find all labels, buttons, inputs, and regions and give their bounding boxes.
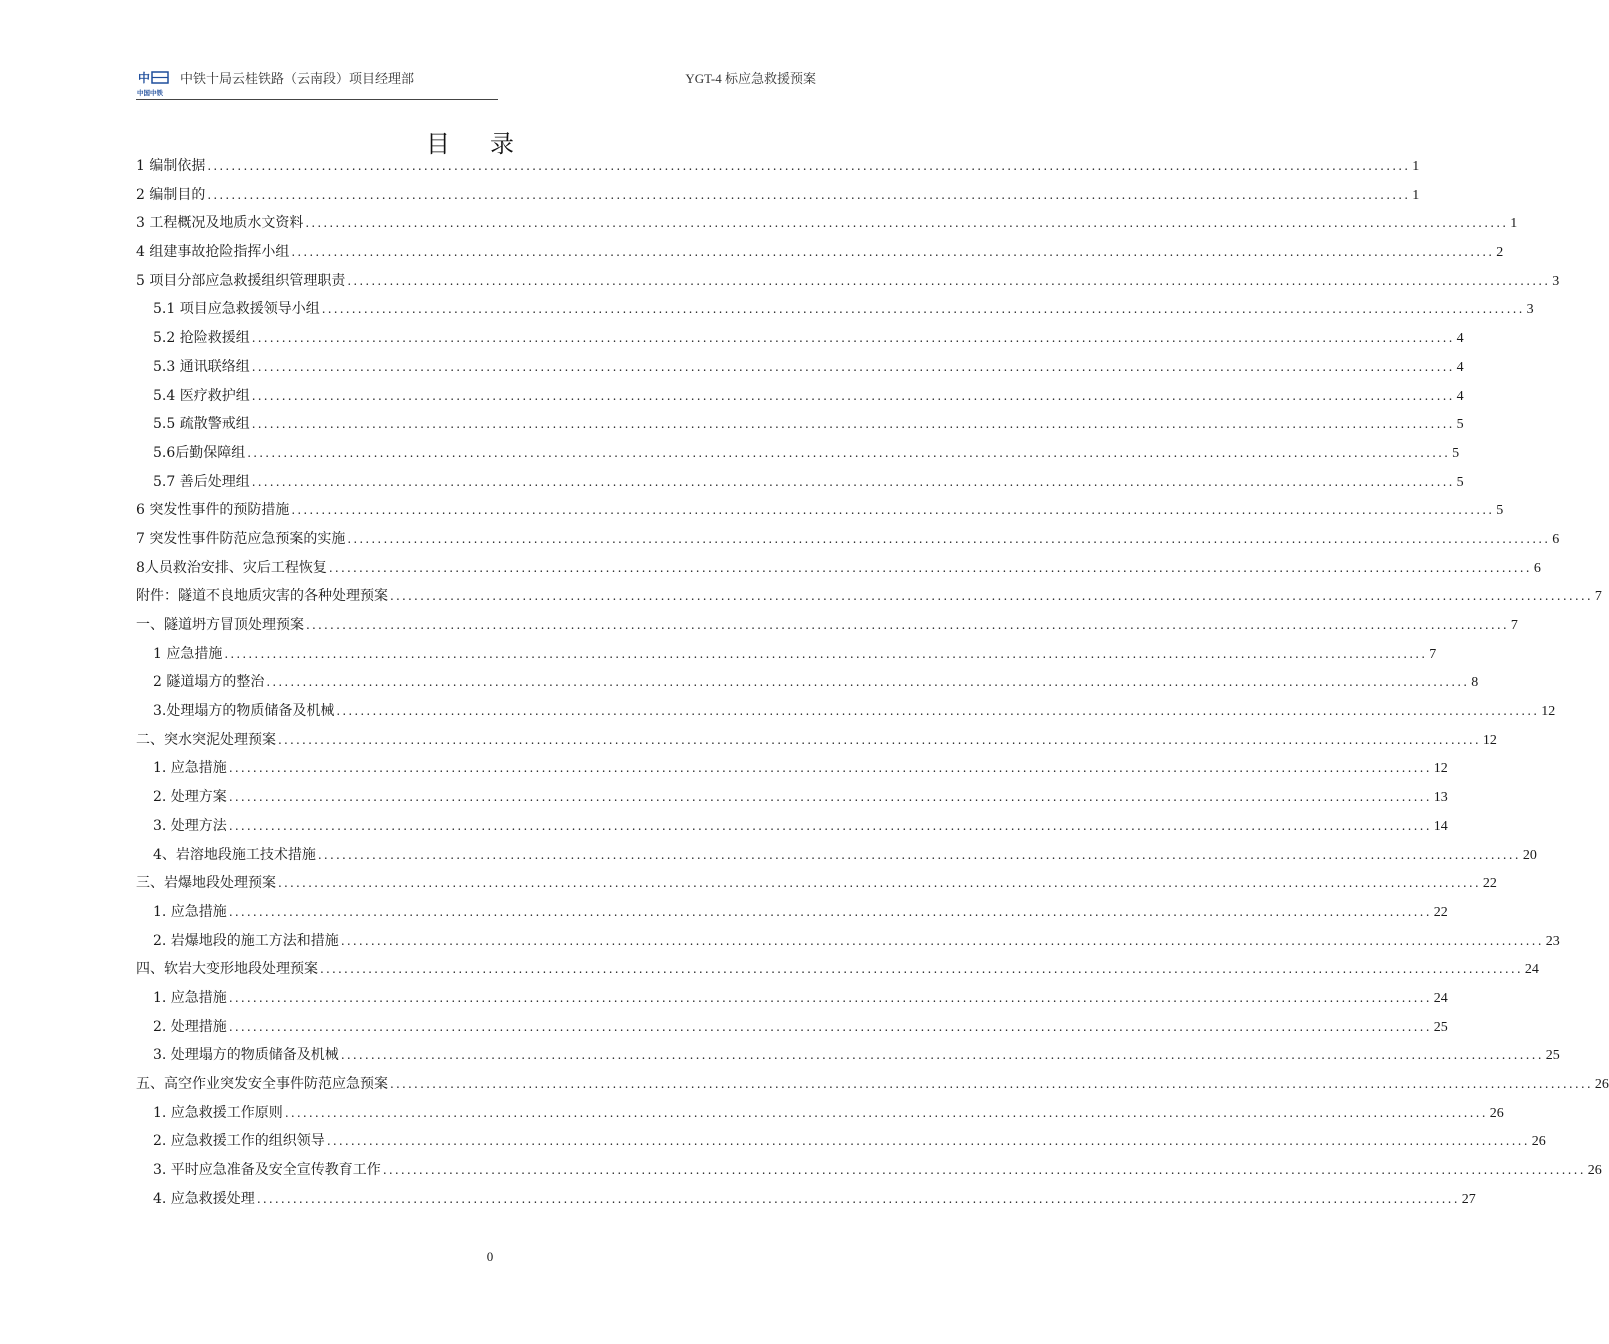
toc-leader-dots: ........................................................................................................................................................................................................ xyxy=(278,732,1481,747)
toc-entry-page: 5 xyxy=(1456,417,1464,433)
toc-entry[interactable] xyxy=(136,209,1518,238)
toc-leader-dots: ........................................................................................................................................................................................................ xyxy=(326,1134,1530,1149)
toc-entry-page: 1 xyxy=(1412,187,1420,203)
toc-entry-label: 三、岩爆地段处理预案 xyxy=(136,875,276,892)
toc-entry-label: 6 突发性事件的预防措施 xyxy=(136,502,290,519)
toc-entry-page: 1 xyxy=(1510,216,1518,232)
toc-entry[interactable] xyxy=(136,496,1504,525)
toc-entry[interactable] xyxy=(136,353,1464,382)
toc-entry-page: 25 xyxy=(1433,1019,1448,1035)
toc-entry-page: 26 xyxy=(1587,1163,1602,1179)
toc-leader-dots: ........................................................................................................................................................................................................ xyxy=(390,1077,1593,1091)
toc-leader-dots: ........................................................................................................................................................................................................ xyxy=(228,904,1432,919)
toc-entry-label: 一、隧道坍方冒顶处理预案 xyxy=(136,617,304,633)
toc-leader-dots: ........................................................................................................................................................................................................ xyxy=(266,675,1470,690)
toc-entry[interactable] xyxy=(136,955,1539,984)
toc-leader-dots: ........................................................................................................................................................................................................ xyxy=(382,1163,1586,1178)
toc-entry[interactable] xyxy=(136,1185,1476,1214)
toc-leader-dots: ........................................................................................................................................................................................................ xyxy=(278,876,1481,891)
toc-entry-label: 5.7 善后处理组 xyxy=(153,473,250,490)
toc-entry[interactable] xyxy=(136,812,1448,841)
toc-entry-page: 26 xyxy=(1489,1105,1504,1121)
toc-entry-label: 1. 应急措施 xyxy=(153,903,227,920)
toc-entry-label: 5 项目分部应急救援组织管理职责 xyxy=(136,272,346,289)
toc-entry-label: 7 突发性事件防范应急预案的实施 xyxy=(136,530,346,547)
toc-entry-page: 3 xyxy=(1526,302,1534,318)
toc-entry-page: 7 xyxy=(1429,646,1437,662)
toc-entry-page: 24 xyxy=(1433,990,1448,1006)
toc-entry-page: 13 xyxy=(1433,790,1448,806)
toc-entry-label: 2. 处理措施 xyxy=(153,1018,227,1035)
toc-leader-dots: ........................................................................................................................................................................................................ xyxy=(207,187,1411,202)
toc-entry[interactable] xyxy=(136,324,1464,353)
toc-leader-dots: ........................................................................................................................................................................................................ xyxy=(207,159,1411,173)
toc-entry-label: 5.1 项目应急救援领导小组 xyxy=(153,301,320,318)
toc-entry-page: 8 xyxy=(1471,675,1479,691)
toc-entry[interactable] xyxy=(136,295,1534,324)
toc-entry-label: 1 编制依据 xyxy=(136,158,206,174)
toc-entry-page: 12 xyxy=(1482,732,1497,748)
toc-entry-label: 5.5 疏散警戒组 xyxy=(153,416,250,433)
toc-entry-label: 2. 处理方案 xyxy=(153,789,227,806)
toc-leader-dots: ........................................................................................................................................................................................................ xyxy=(347,273,1551,288)
toc-entry[interactable] xyxy=(136,841,1537,870)
toc-leader-dots: ........................................................................................................................................................................................................ xyxy=(247,445,1451,460)
toc-entry-page: 5 xyxy=(1456,474,1464,490)
toc-entry[interactable] xyxy=(136,382,1464,411)
toc-entry-label: 四、软岩大变形地段处理预案 xyxy=(136,961,318,978)
toc-leader-dots: ........................................................................................................................................................................................................ xyxy=(228,990,1432,1005)
toc-entry-label: 1. 应急措施 xyxy=(153,760,227,777)
toc-entry[interactable] xyxy=(136,1041,1560,1070)
toc-leader-dots: ........................................................................................................................................................................................................ xyxy=(284,1105,1488,1120)
toc-entry[interactable] xyxy=(136,525,1560,554)
toc-entry-label: 1. 应急救援工作原则 xyxy=(153,1104,283,1121)
table-of-contents xyxy=(136,152,1609,1213)
toc-entry[interactable] xyxy=(136,267,1560,296)
toc-entry-label: 5.2 抢险救援组 xyxy=(153,330,250,347)
toc-leader-dots: ........................................................................................................................................................................................................ xyxy=(251,417,1455,432)
toc-entry[interactable] xyxy=(136,783,1448,812)
toc-entry-label: 3 工程概况及地质水文资料 xyxy=(136,215,304,232)
toc-entry-page: 20 xyxy=(1522,847,1537,863)
toc-entry-page: 12 xyxy=(1433,761,1448,777)
toc-leader-dots: ........................................................................................................................................................................................................ xyxy=(228,790,1432,805)
header-project-name: 中铁十局云桂铁路（云南段）项目经理部 xyxy=(180,72,415,87)
toc-entry-label: 附件：隧道不良地质灾害的各种处理预案 xyxy=(136,588,388,605)
toc-leader-dots: ........................................................................................................................................................................................................ xyxy=(340,1048,1544,1063)
page-header xyxy=(136,64,816,104)
toc-leader-dots: ........................................................................................................................................................................................................ xyxy=(228,1019,1432,1034)
toc-leader-dots: ........................................................................................................................................................................................................ xyxy=(328,560,1532,575)
toc-entry-page: 12 xyxy=(1541,704,1556,720)
toc-entry-label: 5.4 医疗救护组 xyxy=(153,387,250,404)
toc-entry[interactable] xyxy=(136,726,1497,755)
toc-leader-dots: ........................................................................................................................................................................................................ xyxy=(336,704,1540,719)
toc-entry-page: 27 xyxy=(1461,1191,1476,1207)
toc-leader-dots: ........................................................................................................................................................................................................ xyxy=(251,359,1455,374)
toc-entry-label: 4 组建事故抢险指挥小组 xyxy=(136,244,290,261)
toc-leader-dots: ........................................................................................................................................................................................................ xyxy=(390,589,1593,604)
toc-entry-page: 22 xyxy=(1433,904,1448,920)
toc-entry-page: 26 xyxy=(1594,1077,1609,1092)
toc-entry[interactable] xyxy=(136,1127,1546,1156)
toc-entry-page: 7 xyxy=(1594,589,1602,605)
toc-entry-label: 5.6后勤保障组 xyxy=(153,444,246,461)
toc-leader-dots: ........................................................................................................................................................................................................ xyxy=(228,761,1432,776)
toc-entry-label: 4. 应急救援处理 xyxy=(153,1190,255,1207)
toc-entry[interactable] xyxy=(136,984,1448,1013)
toc-entry-label: 3. 平时应急准备及安全宣传教育工作 xyxy=(153,1162,381,1179)
toc-entry-page: 24 xyxy=(1524,962,1539,978)
page-title: 目录 xyxy=(426,130,554,158)
toc-entry-page: 4 xyxy=(1456,388,1464,404)
toc-entry-page: 7 xyxy=(1510,618,1518,633)
toc-leader-dots: ........................................................................................................................................................................................................ xyxy=(347,531,1551,546)
toc-entry[interactable] xyxy=(136,439,1460,468)
toc-entry[interactable] xyxy=(136,1156,1602,1185)
toc-leader-dots: ........................................................................................................................................................................................................ xyxy=(321,302,1525,317)
header-document-name: YGT-4 标应急救援预案 xyxy=(685,71,816,86)
logo-mark: 中 xyxy=(138,71,151,85)
toc-entry[interactable] xyxy=(136,181,1420,210)
toc-entry[interactable] xyxy=(136,1070,1609,1099)
toc-entry-page: 5 xyxy=(1496,503,1504,519)
toc-entry-label: 3. 处理方法 xyxy=(153,817,227,834)
toc-entry-page: 14 xyxy=(1433,818,1448,834)
toc-leader-dots: ........................................................................................................................................................................................................ xyxy=(306,618,1509,632)
toc-entry-label: 2. 应急救援工作的组织领导 xyxy=(153,1133,325,1150)
toc-entry-page: 23 xyxy=(1545,933,1560,949)
toc-leader-dots: ........................................................................................................................................................................................................ xyxy=(251,331,1455,346)
toc-entry[interactable] xyxy=(136,152,1420,181)
toc-entry-label: 1 应急措施 xyxy=(153,645,223,662)
toc-entry-page: 26 xyxy=(1531,1134,1546,1150)
toc-entry-label: 2. 岩爆地段的施工方法和措施 xyxy=(153,932,339,949)
toc-entry-label: 4、岩溶地段施工技术措施 xyxy=(153,846,316,863)
toc-entry-page: 2 xyxy=(1496,245,1504,261)
toc-entry[interactable] xyxy=(136,898,1448,927)
toc-entry-label: 五、高空作业突发安全事件防范应急预案 xyxy=(136,1076,388,1092)
toc-entry-page: 6 xyxy=(1533,560,1541,576)
toc-entry-label: 8人员救治安排、灾后工程恢复 xyxy=(136,559,327,576)
toc-entry-page: 1 xyxy=(1412,159,1420,174)
toc-entry-label: 2 隧道塌方的整治 xyxy=(153,674,265,691)
china-railway-logo-icon xyxy=(136,68,176,98)
toc-leader-dots: ........................................................................................................................................................................................................ xyxy=(251,388,1455,403)
toc-entry-label: 二、突水突泥处理预案 xyxy=(136,731,276,748)
toc-entry-page: 4 xyxy=(1456,359,1464,375)
toc-leader-dots: ........................................................................................................................................................................................................ xyxy=(320,962,1523,977)
toc-entry-page: 22 xyxy=(1482,876,1497,892)
toc-entry[interactable] xyxy=(136,554,1541,583)
toc-entry-page: 5 xyxy=(1452,445,1460,461)
toc-entry[interactable] xyxy=(136,640,1437,669)
toc-entry-label: 1. 应急措施 xyxy=(153,989,227,1006)
toc-entry[interactable] xyxy=(136,468,1464,497)
toc-entry[interactable] xyxy=(136,754,1448,783)
toc-leader-dots: ........................................................................................................................................................................................................ xyxy=(291,503,1495,518)
toc-leader-dots: ........................................................................................................................................................................................................ xyxy=(251,474,1455,489)
toc-entry-label: 3.处理塌方的物质储备及机械 xyxy=(153,703,335,720)
toc-entry-page: 3 xyxy=(1552,273,1560,289)
toc-leader-dots: ........................................................................................................................................................................................................ xyxy=(340,933,1544,948)
toc-leader-dots: ........................................................................................................................................................................................................ xyxy=(291,245,1495,260)
logo-text: 中国中铁 xyxy=(137,89,163,97)
toc-entry[interactable] xyxy=(136,582,1602,611)
toc-leader-dots: ........................................................................................................................................................................................................ xyxy=(317,847,1521,862)
toc-entry[interactable] xyxy=(136,697,1556,726)
toc-entry[interactable] xyxy=(136,238,1504,267)
toc-entry[interactable] xyxy=(136,1099,1504,1128)
toc-leader-dots: ........................................................................................................................................................................................................ xyxy=(305,216,1509,231)
toc-entry-label: 2 编制目的 xyxy=(136,186,206,203)
toc-entry-label: 5.3 通讯联络组 xyxy=(153,358,250,375)
toc-entry-label: 3. 处理塌方的物质储备及机械 xyxy=(153,1047,339,1064)
toc-entry-page: 6 xyxy=(1552,531,1560,547)
toc-leader-dots: ........................................................................................................................................................................................................ xyxy=(228,818,1432,833)
toc-leader-dots: ........................................................................................................................................................................................................ xyxy=(256,1191,1460,1206)
toc-entry-page: 25 xyxy=(1545,1048,1560,1064)
toc-entry[interactable] xyxy=(136,668,1479,697)
toc-entry[interactable] xyxy=(136,611,1518,640)
toc-entry[interactable] xyxy=(136,869,1497,898)
toc-entry[interactable] xyxy=(136,927,1560,956)
toc-entry-page: 4 xyxy=(1456,331,1464,347)
toc-entry[interactable] xyxy=(136,1013,1448,1042)
page-number: 0 xyxy=(486,1249,494,1264)
toc-entry[interactable] xyxy=(136,410,1464,439)
header-divider xyxy=(136,99,498,100)
toc-leader-dots: ........................................................................................................................................................................................................ xyxy=(224,646,1428,661)
